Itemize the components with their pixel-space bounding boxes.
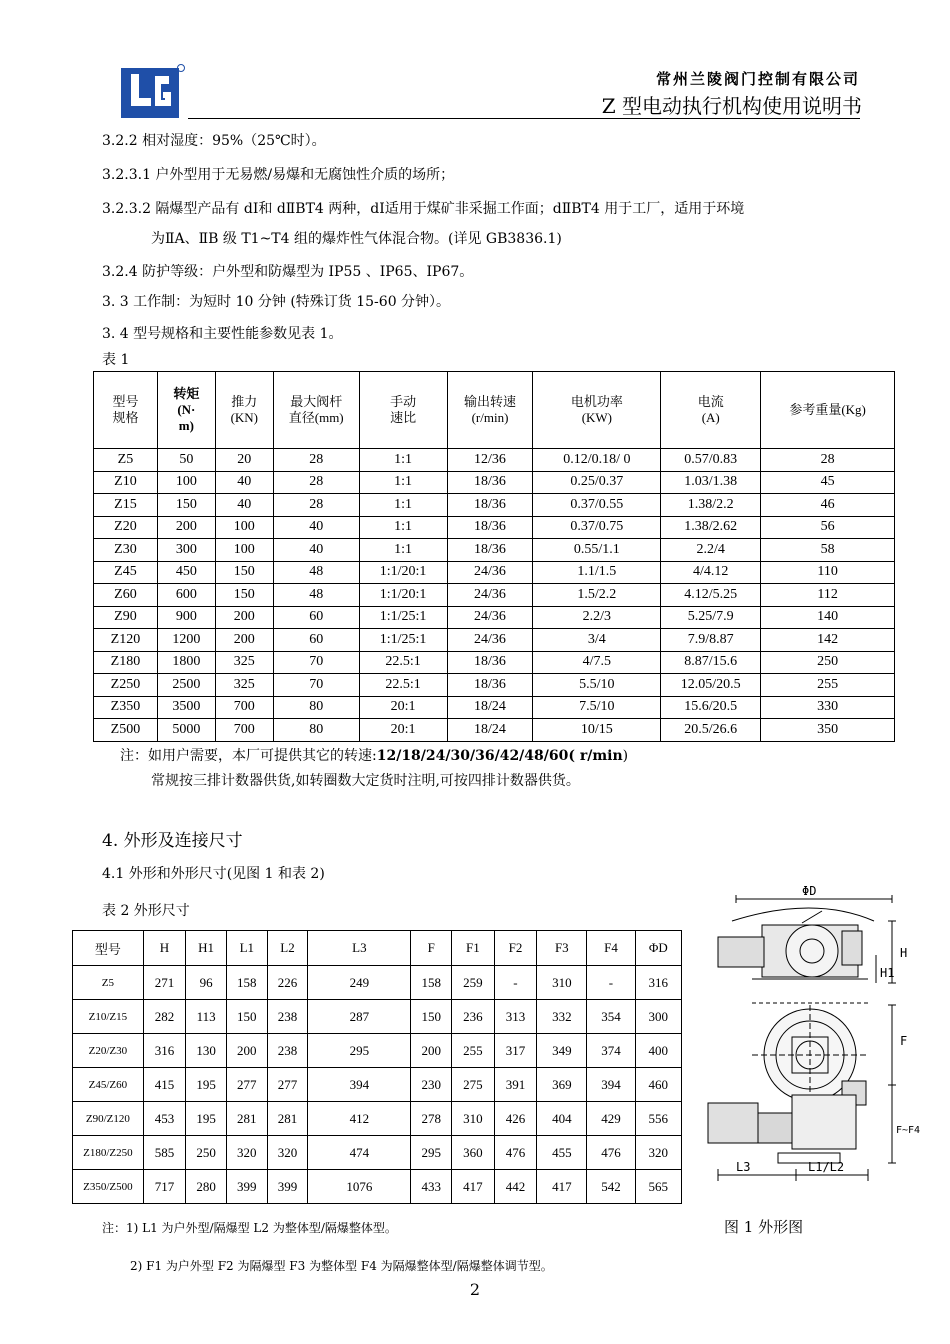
table-cell: 200 [215, 629, 273, 652]
table-cell: 460 [635, 1068, 681, 1102]
table-cell: Z5 [94, 449, 158, 472]
table-cell: Z350 [94, 696, 158, 719]
table-cell: 1076 [308, 1170, 411, 1204]
table-cell: Z5 [73, 966, 144, 1000]
table-cell: 349 [537, 1034, 587, 1068]
table-cell: 250 [761, 651, 895, 674]
table-cell: 374 [587, 1034, 635, 1068]
table-cell: 5.5/10 [533, 674, 661, 697]
table1-note-line2: 常规按三排计数器供货,如转圈数大定货时注明,可按四排计数器供货。 [151, 773, 580, 789]
dim-label-l3: L3 [736, 1160, 751, 1174]
para-3-2-3-2-line1: 3.2.3.2 隔爆型产品有 dⅠ和 dⅡBT4 两种，dⅠ适用于煤矿非采掘工作面；dⅡBT4 用于工厂，适用于环境 [102, 201, 745, 217]
table-cell: 130 [186, 1034, 227, 1068]
table-cell: 28 [761, 449, 895, 472]
dim-label-h: H [900, 946, 908, 960]
table-cell: 277 [267, 1068, 308, 1102]
table-cell: 150 [215, 561, 273, 584]
table-cell: 18/36 [447, 494, 533, 517]
table-cell: 2.2/4 [661, 539, 761, 562]
table-cell: 18/36 [447, 674, 533, 697]
table-cell: 1.5/2.2 [533, 584, 661, 607]
table-cell: 40 [273, 516, 359, 539]
table-cell: 476 [587, 1136, 635, 1170]
table-cell: 20:1 [359, 696, 447, 719]
table-cell: 140 [761, 606, 895, 629]
table-cell: 0.37/0.75 [533, 516, 661, 539]
table-cell: 453 [143, 1102, 186, 1136]
table2-label: 表 2 外形尺寸 [102, 903, 190, 919]
table-cell: 300 [635, 1000, 681, 1034]
table-cell: 3/4 [533, 629, 661, 652]
table-cell: 287 [308, 1000, 411, 1034]
table-cell: 394 [308, 1068, 411, 1102]
dim-label-f: F [900, 1034, 908, 1048]
table-cell: 230 [411, 1068, 452, 1102]
table-cell: 238 [267, 1034, 308, 1068]
table-cell: 295 [308, 1034, 411, 1068]
table-cell: 278 [411, 1102, 452, 1136]
table-cell: - [494, 966, 537, 1000]
spec-table [93, 371, 895, 742]
table2-note-line2: 2) F1 为户外型 F2 为隔爆型 F3 为整体型 F4 为隔爆整体型/隔爆整体调节型。 [130, 1259, 553, 1273]
table-cell: Z15 [94, 494, 158, 517]
table-cell: 1:1/20:1 [359, 584, 447, 607]
dim-label-h1: H1 [880, 966, 895, 980]
table-cell: 24/36 [447, 584, 533, 607]
table-cell: Z90/Z120 [73, 1102, 144, 1136]
table-cell: 5000 [157, 719, 215, 742]
table-cell: 10/15 [533, 719, 661, 742]
table-cell: Z10/Z15 [73, 1000, 144, 1034]
table-cell: 195 [186, 1068, 227, 1102]
header-cell: 电机功率 (KW) [533, 372, 661, 449]
table-cell: 300 [157, 539, 215, 562]
table-cell: 50 [157, 449, 215, 472]
table-cell: 249 [308, 966, 411, 1000]
table-cell: 112 [761, 584, 895, 607]
table-cell: 255 [761, 674, 895, 697]
table-cell: 417 [537, 1170, 587, 1204]
table-cell: 18/36 [447, 539, 533, 562]
table-cell: Z60 [94, 584, 158, 607]
table-cell: 320 [267, 1136, 308, 1170]
table-cell: 7.9/8.87 [661, 629, 761, 652]
table-cell: Z120 [94, 629, 158, 652]
table-cell: 391 [494, 1068, 537, 1102]
table-cell: 412 [308, 1102, 411, 1136]
table-cell: 4.12/5.25 [661, 584, 761, 607]
table-cell: 426 [494, 1102, 537, 1136]
table-cell: 22.5:1 [359, 651, 447, 674]
para-3-2-3-1: 3.2.3.1 户外型用于无易燃/易爆和无腐蚀性介质的场所； [102, 167, 455, 183]
table-row [94, 516, 895, 539]
table-cell: Z45/Z60 [73, 1068, 144, 1102]
table-cell: 433 [411, 1170, 452, 1204]
table-cell: 700 [215, 696, 273, 719]
table-cell: 20 [215, 449, 273, 472]
header-cell: F1 [452, 931, 495, 966]
table-cell: 400 [635, 1034, 681, 1068]
table-cell: 700 [215, 719, 273, 742]
table-cell: 320 [635, 1136, 681, 1170]
table-cell: 330 [761, 696, 895, 719]
table-cell: 24/36 [447, 629, 533, 652]
table-cell: 316 [635, 966, 681, 1000]
table-cell: 320 [226, 1136, 267, 1170]
table-cell: Z45 [94, 561, 158, 584]
figure-caption: 图 1 外形图 [724, 1218, 804, 1236]
dim-label-d: ΦD [802, 885, 817, 898]
para-3-2-3-2-line2: 为ⅡA、ⅡB 级 T1~T4 组的爆炸性气体混合物。(详见 GB3836.1) [151, 231, 562, 247]
table-cell: 282 [143, 1000, 186, 1034]
table-row [94, 494, 895, 517]
header-cell: F3 [537, 931, 587, 966]
header-cell: ΦD [635, 931, 681, 966]
dim-label-l1l2: L1/L2 [808, 1160, 845, 1174]
table-cell: 0.37/0.55 [533, 494, 661, 517]
table-cell: 28 [273, 471, 359, 494]
table-row [73, 1170, 682, 1204]
table-cell: 200 [226, 1034, 267, 1068]
header-cell: 参考重量(Kg) [761, 372, 895, 449]
table-cell: Z10 [94, 471, 158, 494]
table-cell: 100 [215, 539, 273, 562]
table-row [73, 1000, 682, 1034]
table-cell: 1200 [157, 629, 215, 652]
table-cell: Z350/Z500 [73, 1170, 144, 1204]
spec-table-header [94, 372, 895, 449]
table-row [73, 966, 682, 1000]
table1-label: 表 1 [102, 352, 130, 368]
table-cell: 60 [273, 629, 359, 652]
table2-note-line1: 注：1) L1 为户外型/隔爆型 L2 为整体型/隔爆整体型。 [102, 1221, 397, 1235]
table-cell: 585 [143, 1136, 186, 1170]
table-cell: 442 [494, 1170, 537, 1204]
table-cell: 1.38/2.2 [661, 494, 761, 517]
header-cell: L1 [226, 931, 267, 966]
table-row [94, 629, 895, 652]
table-row [94, 561, 895, 584]
table-cell: 60 [273, 606, 359, 629]
table-cell: 313 [494, 1000, 537, 1034]
table-cell: 317 [494, 1034, 537, 1068]
table-cell: 46 [761, 494, 895, 517]
para-3-4: 3. 4 型号规格和主要性能参数见表 1。 [102, 326, 343, 342]
company-name: 常州兰陵阀门控制有限公司 [655, 70, 860, 88]
table-cell: 0.12/0.18/ 0 [533, 449, 661, 472]
table-cell: - [587, 966, 635, 1000]
table-cell: 474 [308, 1136, 411, 1170]
table-cell: 1:1 [359, 449, 447, 472]
table-cell: 70 [273, 674, 359, 697]
table-row [94, 539, 895, 562]
table-cell: 12.05/20.5 [661, 674, 761, 697]
table-cell: 1:1/20:1 [359, 561, 447, 584]
table-cell: 5.25/7.9 [661, 606, 761, 629]
table-cell: 360 [452, 1136, 495, 1170]
para-3-3: 3. 3 工作制：为短时 10 分钟 (特殊订货 15-60 分钟）。 [102, 294, 451, 310]
header-cell: F4 [587, 931, 635, 966]
table-cell: 259 [452, 966, 495, 1000]
table-cell: 18/24 [447, 696, 533, 719]
table-cell: 565 [635, 1170, 681, 1204]
table-cell: 15.6/20.5 [661, 696, 761, 719]
table-cell: 255 [452, 1034, 495, 1068]
table-cell: 2500 [157, 674, 215, 697]
header-cell: 电流 (A) [661, 372, 761, 449]
table-row [94, 449, 895, 472]
table-cell: 417 [452, 1170, 495, 1204]
table-cell: 28 [273, 494, 359, 517]
table-cell: 18/36 [447, 471, 533, 494]
table-cell: 476 [494, 1136, 537, 1170]
table-cell: 48 [273, 561, 359, 584]
table-cell: 200 [215, 606, 273, 629]
table-cell: 28 [273, 449, 359, 472]
table-cell: 0.25/0.37 [533, 471, 661, 494]
table-cell: 394 [587, 1068, 635, 1102]
header-cell: L2 [267, 931, 308, 966]
table-cell: 80 [273, 719, 359, 742]
table-cell: 415 [143, 1068, 186, 1102]
table-cell: 542 [587, 1170, 635, 1204]
table-cell: 0.55/1.1 [533, 539, 661, 562]
table-cell: 40 [215, 471, 273, 494]
table-cell: 150 [411, 1000, 452, 1034]
header-rule [188, 118, 860, 119]
table-cell: 369 [537, 1068, 587, 1102]
table-cell: 20.5/26.6 [661, 719, 761, 742]
table-cell: 1.38/2.62 [661, 516, 761, 539]
table-cell: 429 [587, 1102, 635, 1136]
header-cell: 手动 速比 [359, 372, 447, 449]
table-cell: 40 [215, 494, 273, 517]
section4-heading: 4. 外形及连接尺寸 [102, 831, 243, 851]
table-row [73, 1102, 682, 1136]
table-row [94, 651, 895, 674]
table-cell: Z20 [94, 516, 158, 539]
table-cell: 20:1 [359, 719, 447, 742]
table-cell: 399 [226, 1170, 267, 1204]
table-row [94, 471, 895, 494]
table-cell: 7.5/10 [533, 696, 661, 719]
table-cell: 200 [411, 1034, 452, 1068]
table-cell: 281 [267, 1102, 308, 1136]
table-cell: 48 [273, 584, 359, 607]
table-cell: 275 [452, 1068, 495, 1102]
table-cell: 325 [215, 651, 273, 674]
table-cell: 158 [226, 966, 267, 1000]
dimension-table [72, 930, 682, 1204]
table-cell: 4/7.5 [533, 651, 661, 674]
table-cell: 56 [761, 516, 895, 539]
table-cell: 1.03/1.38 [661, 471, 761, 494]
header-cell: F2 [494, 931, 537, 966]
table-cell: 18/36 [447, 516, 533, 539]
page-number: 2 [469, 1280, 481, 1299]
table-cell: 113 [186, 1000, 227, 1034]
table-cell: 150 [226, 1000, 267, 1034]
table-cell: 236 [452, 1000, 495, 1034]
manual-title: Z 型电动执行机构使用说明书 [601, 94, 862, 118]
table-cell: 80 [273, 696, 359, 719]
company-logo [117, 62, 187, 122]
table-cell: 271 [143, 966, 186, 1000]
table-cell: Z90 [94, 606, 158, 629]
table-cell: 1:1 [359, 516, 447, 539]
table-cell: 2.2/3 [533, 606, 661, 629]
table-cell: 3500 [157, 696, 215, 719]
table-row [94, 696, 895, 719]
table-cell: 12/36 [447, 449, 533, 472]
table-row [73, 1068, 682, 1102]
table-cell: 226 [267, 966, 308, 1000]
table-cell: 150 [215, 584, 273, 607]
table-cell: 18/24 [447, 719, 533, 742]
table-cell: 70 [273, 651, 359, 674]
dim-label-ff: F~F4 [896, 1125, 921, 1136]
table-cell: 1800 [157, 651, 215, 674]
header-cell: 转矩 (N· m) [157, 372, 215, 449]
table-cell: 238 [267, 1000, 308, 1034]
table-cell: 1:1/25:1 [359, 606, 447, 629]
table-cell: 100 [215, 516, 273, 539]
table-cell: 600 [157, 584, 215, 607]
table-cell: 332 [537, 1000, 587, 1034]
table-cell: 1:1 [359, 539, 447, 562]
table-cell: Z500 [94, 719, 158, 742]
table-cell: 8.87/15.6 [661, 651, 761, 674]
table-cell: 281 [226, 1102, 267, 1136]
table-cell: 195 [186, 1102, 227, 1136]
table-cell: 200 [157, 516, 215, 539]
table-cell: Z180/Z250 [73, 1136, 144, 1170]
table-cell: 399 [267, 1170, 308, 1204]
table-row [94, 674, 895, 697]
header-cell: H1 [186, 931, 227, 966]
table-cell: 1:1/25:1 [359, 629, 447, 652]
table-cell: 40 [273, 539, 359, 562]
table-cell: 450 [157, 561, 215, 584]
table-row [73, 1136, 682, 1170]
table-cell: 24/36 [447, 606, 533, 629]
table-cell: 22.5:1 [359, 674, 447, 697]
table-row [73, 1034, 682, 1068]
table-cell: 0.57/0.83 [661, 449, 761, 472]
table-cell: 350 [761, 719, 895, 742]
para-3-2-4: 3.2.4 防护等级：户外型和防爆型为 IP55 、IP65、IP67。 [102, 264, 474, 280]
table-cell: 295 [411, 1136, 452, 1170]
table-cell: 455 [537, 1136, 587, 1170]
table-cell: 58 [761, 539, 895, 562]
table-row [94, 719, 895, 742]
section4-1: 4.1 外形和外形尺寸(见图 1 和表 2) [102, 866, 325, 882]
table-cell: 142 [761, 629, 895, 652]
table-cell: 1:1 [359, 471, 447, 494]
table-cell: 18/36 [447, 651, 533, 674]
table-cell: 280 [186, 1170, 227, 1204]
table-cell: 310 [452, 1102, 495, 1136]
header-cell: 型号 [73, 931, 144, 966]
table-cell: 354 [587, 1000, 635, 1034]
header-cell: 型号 规格 [94, 372, 158, 449]
dimension-table-header [73, 931, 682, 966]
table-cell: 110 [761, 561, 895, 584]
header-cell: 推力 (KN) [215, 372, 273, 449]
table-row [94, 606, 895, 629]
header-cell: H [143, 931, 186, 966]
header-cell: 最大阀杆 直径(mm) [273, 372, 359, 449]
table-cell: 150 [157, 494, 215, 517]
table-cell: 325 [215, 674, 273, 697]
table-row [94, 584, 895, 607]
table-cell: 4/4.12 [661, 561, 761, 584]
table-cell: 277 [226, 1068, 267, 1102]
outline-drawing [692, 885, 940, 1185]
table-cell: 717 [143, 1170, 186, 1204]
table-cell: 404 [537, 1102, 587, 1136]
table-cell: 45 [761, 471, 895, 494]
table-cell: 310 [537, 966, 587, 1000]
table-cell: Z180 [94, 651, 158, 674]
para-3-2-2: 3.2.2 相对湿度：95%（25℃时）。 [102, 133, 326, 149]
table-cell: 900 [157, 606, 215, 629]
table-cell: 24/36 [447, 561, 533, 584]
table1-note-line1: 注：如用户需要，本厂可提供其它的转速:12/18/24/30/36/42/48/60( r/min) [120, 748, 629, 764]
table-cell: 158 [411, 966, 452, 1000]
header-cell: F [411, 931, 452, 966]
table-cell: 316 [143, 1034, 186, 1068]
table-cell: 556 [635, 1102, 681, 1136]
table-cell: Z20/Z30 [73, 1034, 144, 1068]
table-cell: Z30 [94, 539, 158, 562]
table-cell: Z250 [94, 674, 158, 697]
header-cell: 输出转速 (r/min) [447, 372, 533, 449]
table-cell: 1.1/1.5 [533, 561, 661, 584]
table-cell: 96 [186, 966, 227, 1000]
table-cell: 100 [157, 471, 215, 494]
header-cell: L3 [308, 931, 411, 966]
table-cell: 1:1 [359, 494, 447, 517]
table-cell: 250 [186, 1136, 227, 1170]
